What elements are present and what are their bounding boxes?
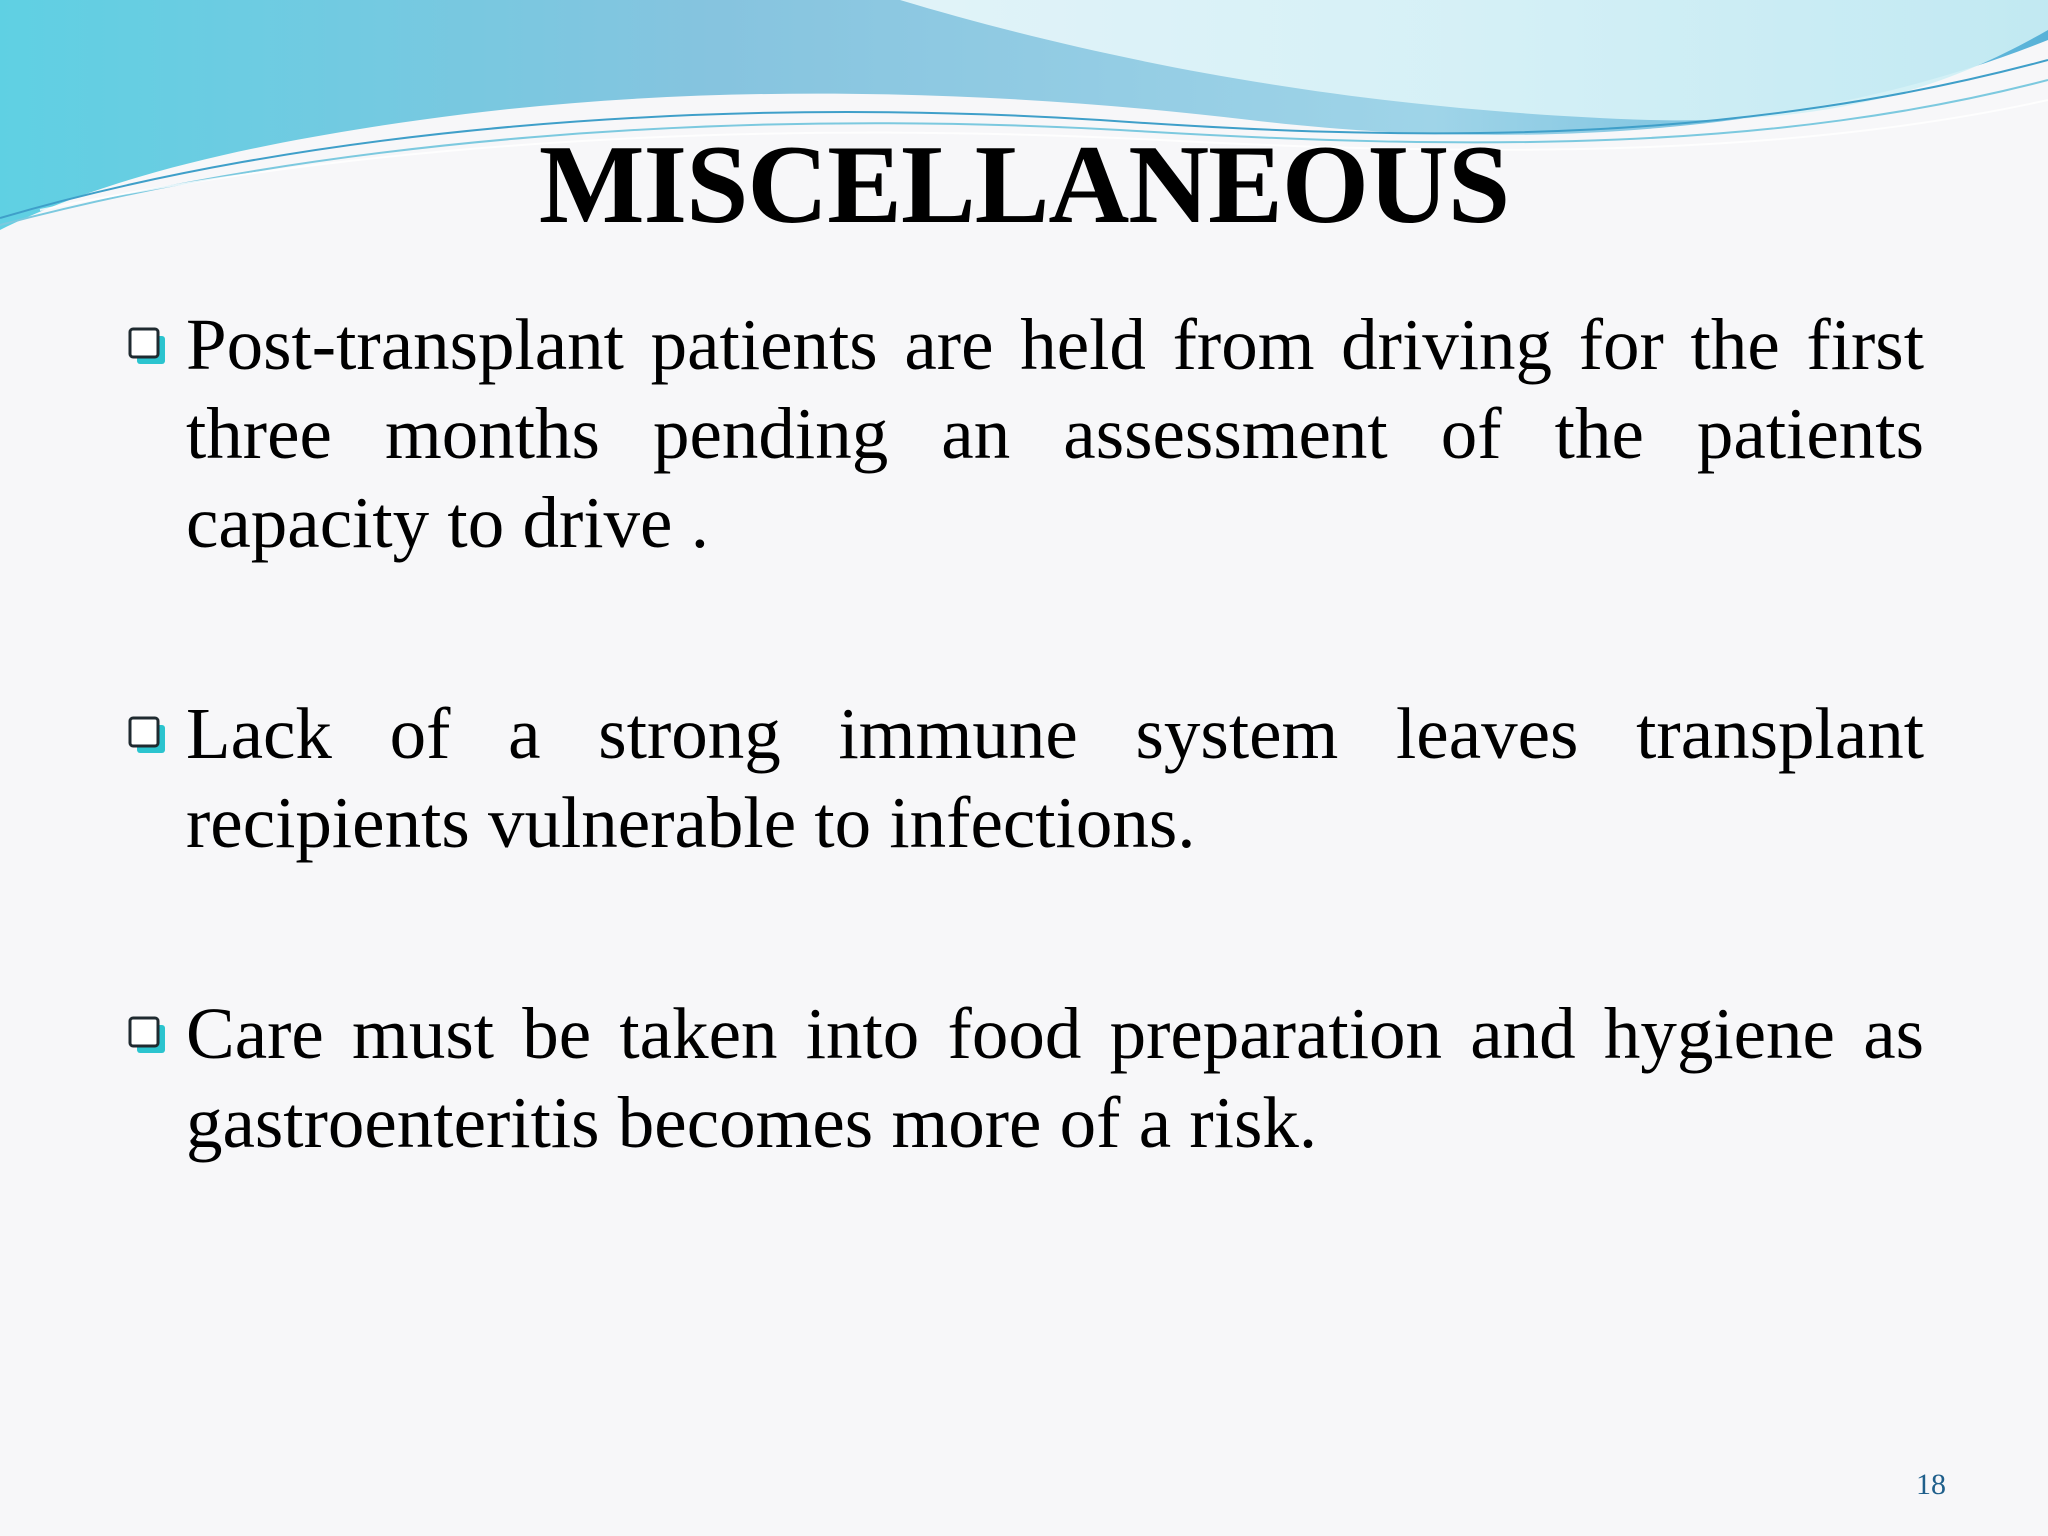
hollow-square-checkbox-icon bbox=[128, 327, 168, 367]
bullet-item bbox=[128, 300, 1924, 567]
bullet-text: Post-transplant patients are held from driving for the first three months pending an assessment of the patients capacity to drive . bbox=[186, 304, 1924, 563]
slide-title: MISCELLANEOUS bbox=[538, 123, 1510, 247]
bullet-text: Care must be taken into food preparation and hygiene as gastroenteritis becomes more of a risk. bbox=[186, 993, 1924, 1163]
bullet-item bbox=[128, 689, 1924, 867]
page-number: 18 bbox=[1916, 1468, 1946, 1501]
hollow-square-checkbox-icon bbox=[128, 716, 168, 756]
bullet-list bbox=[128, 300, 1924, 1167]
bullet-text: Lack of a strong immune system leaves transplant recipients vulnerable to infections. bbox=[186, 693, 1924, 863]
bullet-item bbox=[128, 989, 1924, 1167]
hollow-square-checkbox-icon bbox=[128, 1016, 168, 1056]
